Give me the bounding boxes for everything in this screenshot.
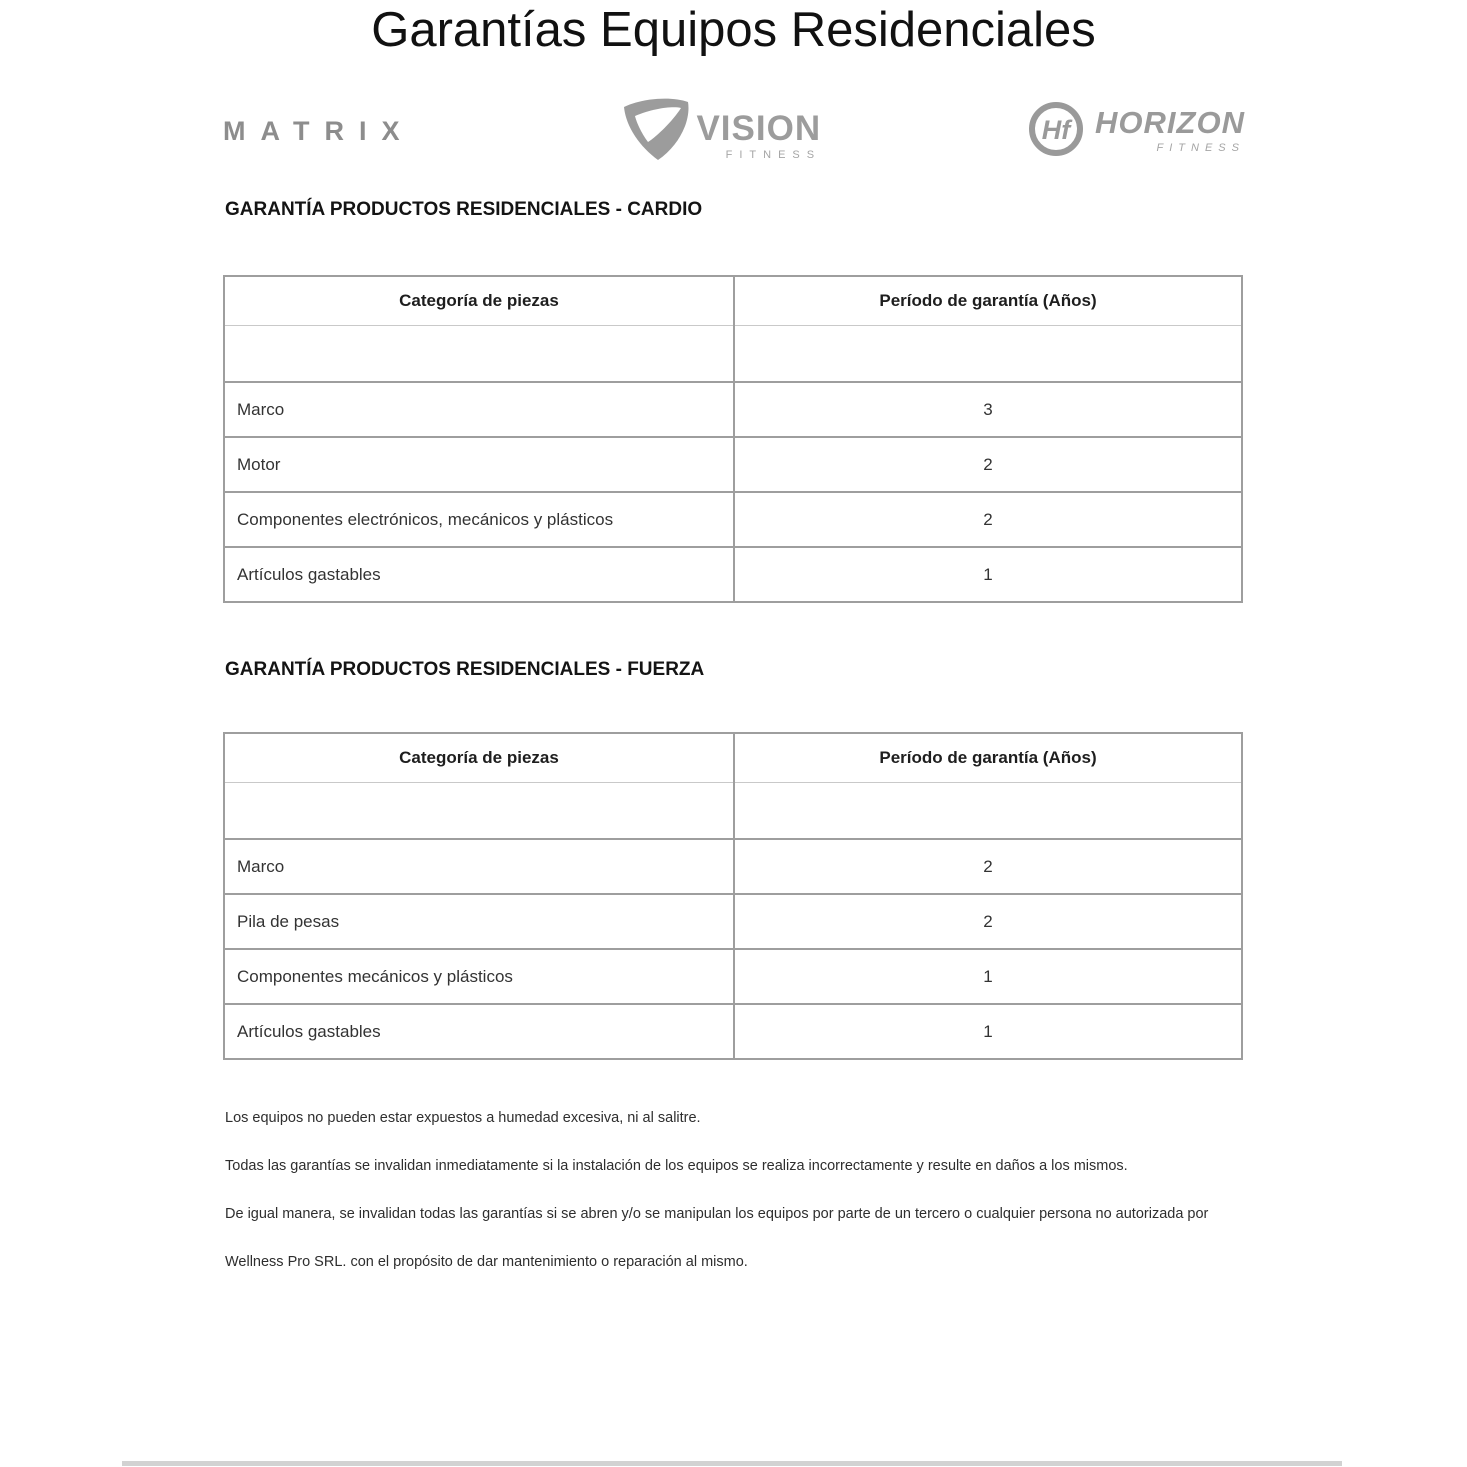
note-line: Todas las garantías se invalidan inmediatamente si la instalación de los equipos se realiza incorrectamente y resulte en daños a los mismos. <box>225 1158 1128 1174</box>
vision-wordmark-block <box>696 108 822 161</box>
horizon-monogram-text: Hf <box>1041 114 1071 145</box>
table-row <box>224 839 1242 894</box>
page-bottom-edge <box>122 1461 1342 1466</box>
table-row <box>224 949 1242 1004</box>
horizon-fitness-logo <box>1027 100 1245 163</box>
table-row <box>224 437 1242 492</box>
horizon-hf-monogram-icon <box>1027 100 1085 163</box>
cell-category: Componentes mecánicos y plásticos <box>224 949 734 1004</box>
cell-category: Marco <box>224 839 734 894</box>
table-row <box>224 547 1242 602</box>
cell-category: Pila de pesas <box>224 894 734 949</box>
cell-category: Motor <box>224 437 734 492</box>
section-heading-cardio: GARANTÍA PRODUCTOS RESIDENCIALES - CARDIO <box>225 199 703 220</box>
cell-category: Componentes electrónicos, mecánicos y plásticos <box>224 492 734 547</box>
cell-period: 1 <box>734 949 1242 1004</box>
table-row <box>224 1004 1242 1059</box>
matrix-logo: MATRIX <box>223 115 415 146</box>
table-row <box>224 325 1242 382</box>
note-line: Los equipos no pueden estar expuestos a humedad excesiva, ni al salitre. <box>225 1110 701 1126</box>
cell-period: 2 <box>734 437 1242 492</box>
note-line: De igual manera, se invalidan todas las garantías si se abren y/o se manipulan los equipos por parte de un tercero o cualquier persona no autorizada por <box>225 1206 1209 1222</box>
cell-category: Artículos gastables <box>224 547 734 602</box>
cell-period: 2 <box>734 492 1242 547</box>
table-row <box>224 492 1242 547</box>
column-header-period: Período de garantía (Años) <box>734 276 1242 325</box>
vision-fitness-logo <box>620 96 821 167</box>
vision-shield-icon <box>620 96 694 167</box>
note-line: Wellness Pro SRL. con el propósito de dar mantenimiento o reparación al mismo. <box>225 1254 748 1270</box>
table-row <box>224 782 1242 839</box>
section-heading-fuerza: GARANTÍA PRODUCTOS RESIDENCIALES - FUERZA <box>225 659 705 680</box>
column-header-period: Período de garantía (Años) <box>734 733 1242 782</box>
cell-category <box>224 325 734 382</box>
page-title: Garantías Equipos Residenciales <box>371 3 1096 57</box>
cell-period: 2 <box>734 894 1242 949</box>
cell-period <box>734 782 1242 839</box>
table-header-row <box>224 733 1242 782</box>
warranty-table-cardio <box>223 275 1243 603</box>
horizon-tagline: FITNESS <box>1156 142 1245 154</box>
vision-tagline: FITNESS <box>725 148 822 161</box>
cell-period: 1 <box>734 1004 1242 1059</box>
column-header-category: Categoría de piezas <box>224 276 734 325</box>
warranty-notes <box>225 1110 1242 1270</box>
table-row <box>224 382 1242 437</box>
cell-period: 1 <box>734 547 1242 602</box>
cell-category <box>224 782 734 839</box>
horizon-wordmark: HORIZON <box>1095 105 1245 140</box>
cell-category: Marco <box>224 382 734 437</box>
table-row <box>224 894 1242 949</box>
horizon-wordmark-block <box>1095 105 1245 154</box>
brand-logos-row <box>223 95 1245 167</box>
cell-period <box>734 325 1242 382</box>
vision-wordmark: VISION <box>696 108 822 148</box>
column-header-category: Categoría de piezas <box>224 733 734 782</box>
cell-period: 2 <box>734 839 1242 894</box>
warranty-table-fuerza <box>223 732 1243 1060</box>
cell-period: 3 <box>734 382 1242 437</box>
table-header-row <box>224 276 1242 325</box>
cell-category: Artículos gastables <box>224 1004 734 1059</box>
